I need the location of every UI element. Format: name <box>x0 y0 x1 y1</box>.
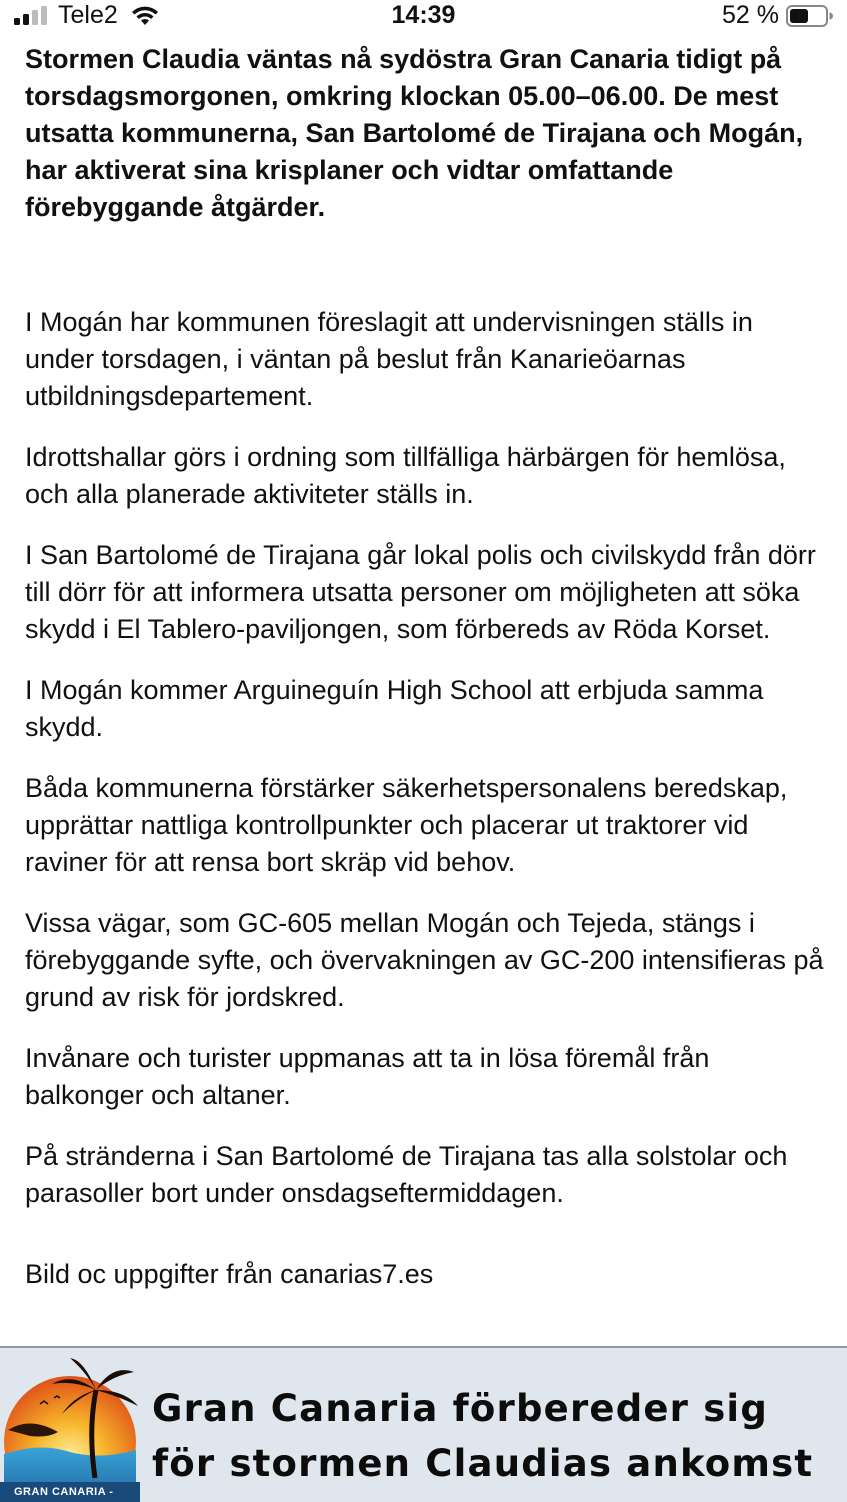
carrier-name: Tele2 <box>58 1 118 29</box>
battery-percent: 52 % <box>722 1 779 29</box>
status-time: 14:39 <box>391 1 456 29</box>
article-paragraph: Invånare och turister uppmanas att ta in lösa föremål från balkonger och altaner. <box>25 1043 710 1110</box>
article-paragraph: I Mogán har kommunen föreslagit att undervisningen ställs in under torsdagen, i väntan på beslut från Kanarieöarnas utbildningsdepartement. <box>25 307 753 411</box>
banner-title <box>152 1381 842 1491</box>
banner-title-line: för stormen Claudias ankomst <box>152 1442 814 1485</box>
status-bar <box>0 0 847 34</box>
source-credit: Bild oc uppgifter från canarias7.es <box>25 1259 434 1289</box>
article-paragraph: I San Bartolomé de Tirajana går lokal polis och civilskydd från dörr till dörr för att informera utsatta personer om möjligheten att söka skydd i El Tablero-paviljongen, som förbereds av Röda Korset. <box>25 540 816 644</box>
banner-title-line: Gran Canaria förbereder sig <box>152 1387 768 1430</box>
palm-sunset-logo <box>0 1350 140 1502</box>
article-paragraph: Vissa vägar, som GC-605 mellan Mogán och Tejeda, stängs i förebyggande syfte, och övervakningen av GC-200 intensifieras på grund av risk för jordskred. <box>25 908 824 1012</box>
article-paragraph: I Mogán kommer Arguineguín High School att erbjuda samma skydd. <box>25 675 764 742</box>
article-paragraph: Idrottshallar görs i ordning som tillfälliga härbärgen för hemlösa, och alla planerade aktiviteter ställs in. <box>25 442 786 509</box>
article-banner[interactable] <box>0 1346 847 1502</box>
logo-text: GRAN CANARIA - <box>14 1486 114 1498</box>
article-lead: Stormen Claudia väntas nå sydöstra Gran Canaria tidigt på torsdagsmorgonen, omkring klockan 05.00–06.00. De mest utsatta kommunerna, San Bartolomé de Tirajana och Mogán, har aktiverat sina krisplaner och vidtar omfattande förebyggande åtgärder. <box>25 44 804 222</box>
article-paragraph: Båda kommunerna förstärker säkerhetspersonalens beredskap, upprättar nattliga kontrollpunkter och placerar ut traktorer vid raviner för att rensa bort skräp vid behov. <box>25 773 788 877</box>
battery-icon <box>786 5 834 27</box>
article-body <box>25 41 825 1293</box>
article-paragraphs <box>25 304 825 1212</box>
article-paragraph: På stränderna i San Bartolomé de Tirajana tas alla solstolar och parasoller bort under onsdagseftermiddagen. <box>25 1141 788 1208</box>
